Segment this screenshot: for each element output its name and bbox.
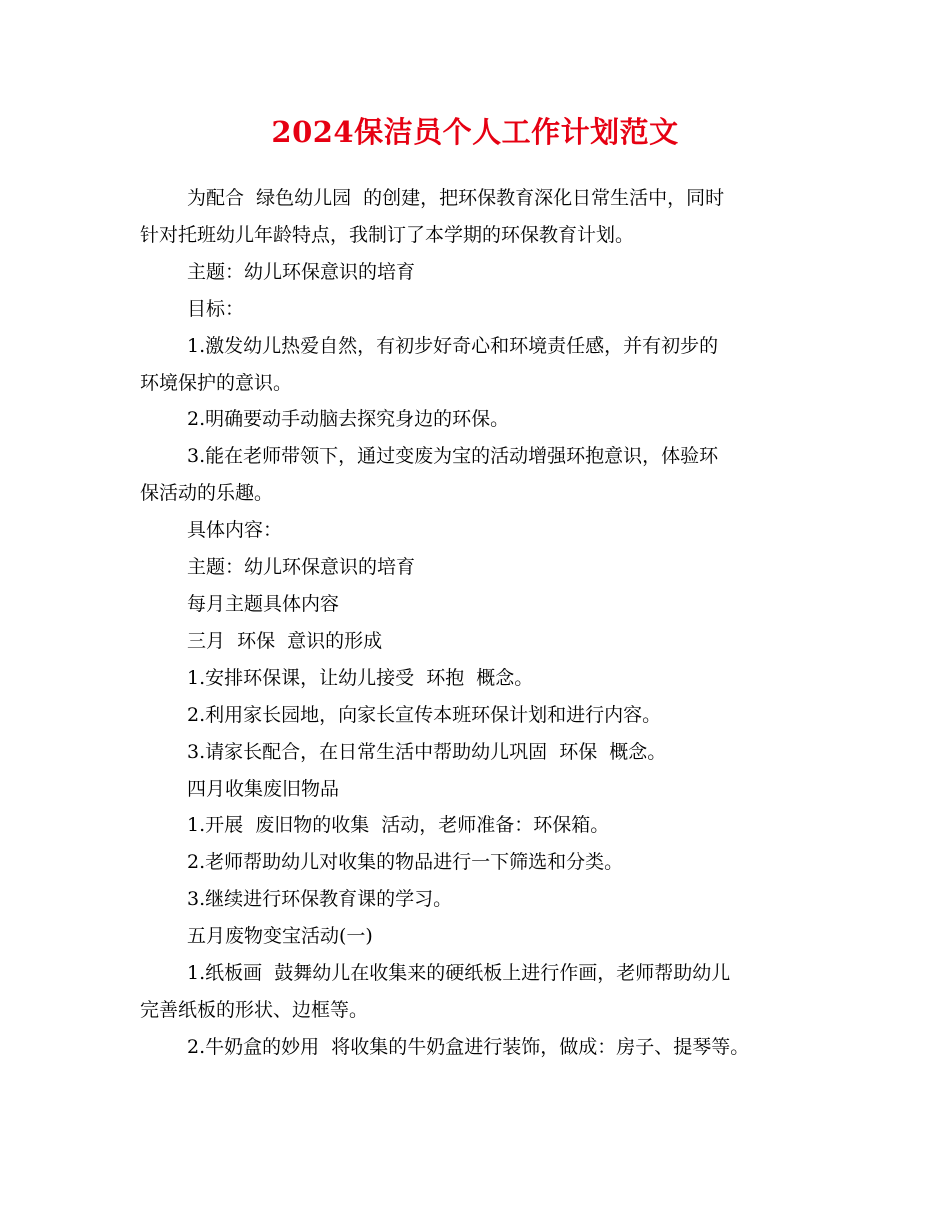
paragraph-line: 完善纸板的形状、边框等。 — [140, 998, 369, 1021]
paragraph-line: 2.利用家长园地，向家长宣传本班环保计划和进行内容。 — [187, 703, 662, 726]
paragraph-line: 1.安排环保课，让幼儿接受 环抱 概念。 — [187, 666, 534, 689]
paragraph-line: 1.纸板画 鼓舞幼儿在收集来的硬纸板上进行作画，老师帮助幼儿 — [187, 962, 731, 985]
paragraph-line: 3.请家长配合，在日常生活中帮助幼儿巩固 环保 概念。 — [187, 740, 667, 763]
paragraph-line: 环境保护的意识。 — [140, 371, 293, 394]
paragraph-line: 2.牛奶盒的妙用 将收集的牛奶盒进行装饰，做成：房子、提琴等。 — [187, 1035, 750, 1058]
document-title: 2024保洁员个人工作计划范文 — [271, 115, 679, 149]
paragraph-line: 目标： — [187, 297, 245, 320]
document-body — [140, 180, 830, 1066]
paragraph-line: 保活动的乐趣。 — [140, 482, 274, 505]
paragraph-line: 四月收集废旧物品 — [187, 777, 340, 800]
paragraph-line: 3.继续进行环保教育课的学习。 — [187, 888, 453, 911]
paragraph-line: 主题：幼儿环保意识的培育 — [187, 556, 416, 579]
paragraph-line: 三月 环保 意识的形成 — [187, 629, 383, 652]
paragraph-line: 主题：幼儿环保意识的培育 — [187, 260, 416, 283]
paragraph-line: 针对托班幼儿年龄特点，我制订了本学期的环保教育计划。 — [140, 223, 635, 246]
paragraph-line: 具体内容： — [187, 519, 283, 542]
paragraph-line: 1.激发幼儿热爱自然，有初步好奇心和环境责任感，并有初步的 — [187, 334, 719, 357]
paragraph-line: 2.老师帮助幼儿对收集的物品进行一下筛选和分类。 — [187, 851, 624, 874]
paragraph-line: 2.明确要动手动脑去探究身边的环保。 — [187, 408, 510, 431]
paragraph-line: 1.开展 废旧物的收集 活动，老师准备：环保箱。 — [187, 814, 610, 837]
paragraph-line: 每月主题具体内容 — [187, 592, 340, 615]
paragraph-line: 五月废物变宝活动(一) — [187, 925, 373, 948]
paragraph-line: 3.能在老师带领下，通过变废为宝的活动增强环抱意识，体验环 — [187, 445, 719, 468]
paragraph-line: 为配合 绿色幼儿园 的创建，把环保教育深化日常生活中，同时 — [187, 187, 725, 209]
